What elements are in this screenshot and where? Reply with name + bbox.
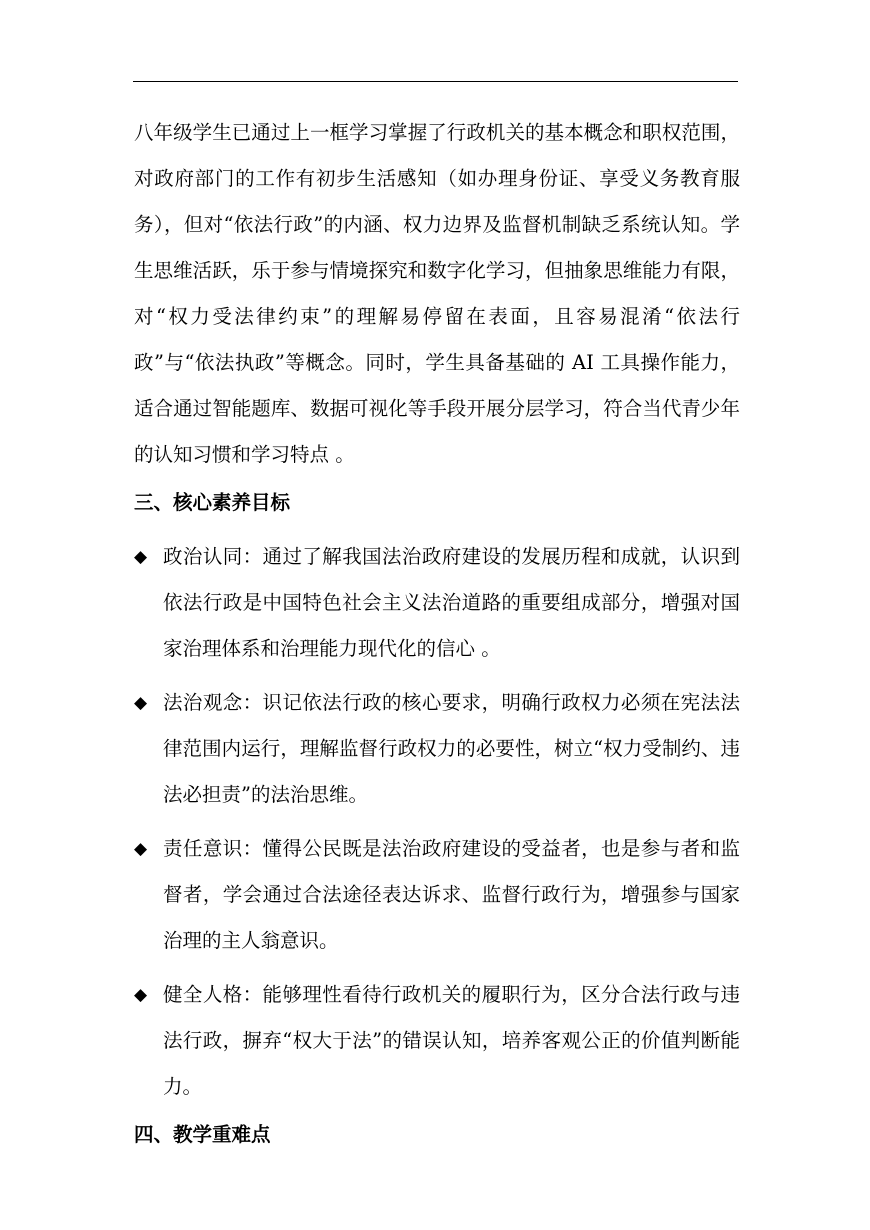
goal-text: 政治认同：通过了解我国法治政府建设的发展历程和成就，认识到依法行政是中国特色社会主义法治道路的重要组成部分，增强对国家治理体系和治理能力现代化的信心 。 <box>163 545 740 660</box>
diamond-bullet-icon: ◆ <box>134 547 148 567</box>
diamond-bullet-icon: ◆ <box>134 693 148 713</box>
section-heading-key-difficulties: 四、教学重难点 <box>134 1123 271 1146</box>
goal-item-sound-personality <box>134 972 740 1110</box>
core-literacy-goal-list <box>134 534 740 1110</box>
diamond-bullet-icon: ◆ <box>134 985 148 1005</box>
goal-text: 法治观念：识记依法行政的核心要求，明确行政权力必须在宪法法律范围内运行，理解监督行政权力的必要性，树立“权力受制约、违法必担责”的法治思维。 <box>163 691 740 806</box>
goal-text: 健全人格：能够理性看待行政机关的履职行为，区分合法行政与违法行政，摒弃“权大于法”的错误认知，培养客观公正的价值判断能力。 <box>163 983 740 1098</box>
header-rule <box>133 81 738 82</box>
section-heading-core-literacy: 三、核心素养目标 <box>134 491 291 514</box>
diamond-bullet-icon: ◆ <box>134 839 148 859</box>
goal-item-rule-of-law <box>134 680 740 818</box>
intro-paragraph: 八年级学生已通过上一框学习掌握了行政机关的基本概念和职权范围，对政府部门的工作有初步生活感知（如办理身份证、享受义务教育服务），但对“依法行政”的内涵、权力边界及监督机制缺乏系统认知。学生思维活跃，乐于参与情境探究和数字化学习，但抽象思维能力有限，对“权力受法律约束”的理解易停留在表面，且容易混淆“依法行政”与“依法执政”等概念。同时，学生具备基础的 AI 工具操作能力，适合通过智能题库、数据可视化等手段开展分层学习，符合当代青少年的认知习惯和学习特点 。 <box>134 121 740 466</box>
goal-text: 责任意识：懂得公民既是法治政府建设的受益者，也是参与者和监督者，学会通过合法途径表达诉求、监督行政行为，增强参与国家治理的主人翁意识。 <box>163 837 740 952</box>
goal-item-responsibility <box>134 826 740 964</box>
goal-item-political-identity <box>134 534 740 672</box>
document-body <box>134 110 740 1158</box>
